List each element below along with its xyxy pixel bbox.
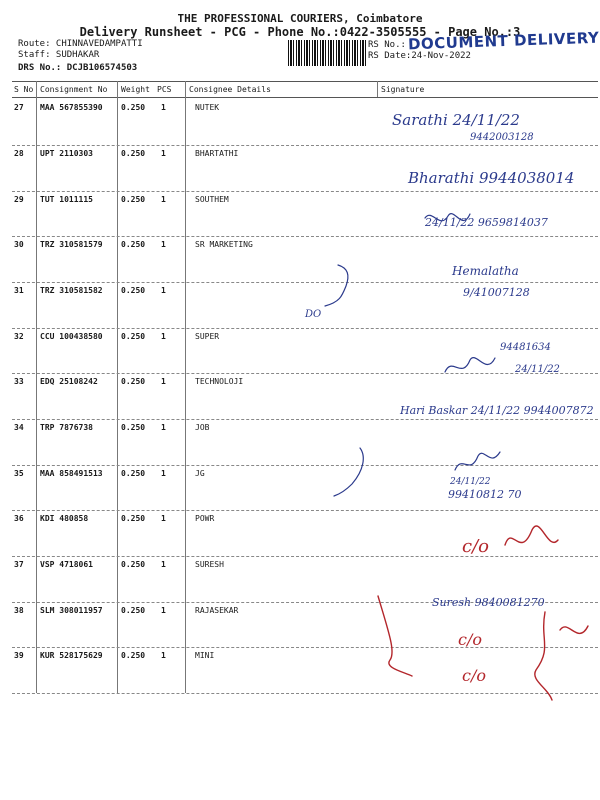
- barcode: [288, 40, 368, 66]
- row-sno: 38: [14, 606, 24, 615]
- row-consignee: JOB: [195, 423, 210, 432]
- row-pcs: 1: [161, 560, 166, 569]
- row-consignee: POWR: [195, 514, 215, 523]
- rs-number: RS No.:: [368, 40, 406, 50]
- row-consignment-no: TRZ 310581579: [40, 240, 103, 249]
- table-row: [0, 465, 600, 511]
- signature-27-phone: 9442003128: [470, 132, 534, 143]
- table-row: [0, 282, 600, 328]
- row-weight: 0.250: [121, 606, 146, 615]
- row-consignee: NUTEK: [195, 103, 220, 112]
- row-consignment-no: TRP 7876738: [40, 423, 93, 432]
- row-pcs: 1: [161, 240, 166, 249]
- row-pcs: 1: [161, 469, 166, 478]
- row-sno: 39: [14, 651, 24, 660]
- row-consignment-no: UPT 2110303: [40, 149, 93, 158]
- signature-31-mark: DO: [305, 309, 322, 320]
- row-sno: 29: [14, 195, 24, 204]
- signature-30: Hemalatha: [452, 264, 519, 278]
- row-consignee: BHARTATHI: [195, 149, 239, 158]
- signature-36: c/o: [462, 536, 489, 557]
- row-consignment-no: CCU 100438580: [40, 332, 103, 341]
- row-pcs: 1: [161, 286, 166, 295]
- row-consignment-no: KDI 480858: [40, 514, 89, 523]
- row-weight: 0.250: [121, 560, 146, 569]
- row-divider: [12, 693, 598, 694]
- row-consignment-no: MAA 567855390: [40, 103, 103, 112]
- row-pcs: 1: [161, 195, 166, 204]
- table-row: [0, 236, 600, 282]
- row-weight: 0.250: [121, 332, 146, 341]
- table-row: [0, 191, 600, 237]
- table-row: [0, 419, 600, 465]
- row-consignment-no: TUT 1011115: [40, 195, 93, 204]
- row-pcs: 1: [161, 514, 166, 523]
- company-title: THE PROFESSIONAL COURIERS, Coimbatore: [177, 12, 423, 25]
- signature-38-co: c/o: [458, 630, 482, 649]
- drs-number: DRS No.: DCJB106574503: [18, 63, 138, 73]
- row-weight: 0.250: [121, 240, 146, 249]
- row-consignment-no: KUR 528175629: [40, 651, 103, 660]
- signature-32-phone: 94481634: [500, 342, 551, 353]
- table-row: [0, 328, 600, 374]
- row-sno: 28: [14, 149, 24, 158]
- column-divider: [377, 81, 378, 97]
- row-consignment-no: VSP 4718061: [40, 560, 93, 569]
- row-weight: 0.250: [121, 514, 146, 523]
- col-header-consignee: Consignee Details: [189, 85, 271, 94]
- signature-28: Bharathi 9944038014: [408, 169, 575, 187]
- signature-33: Hari Baskar 24/11/22 9944007872: [400, 404, 594, 417]
- col-header-sno: S No: [14, 85, 34, 94]
- table-row: [0, 99, 600, 145]
- row-sno: 32: [14, 332, 24, 341]
- row-sno: 31: [14, 286, 24, 295]
- row-consignee: SUPER: [195, 332, 220, 341]
- row-consignee: SR MARKETING: [195, 240, 253, 249]
- signature-35-phone: 99410812 70: [448, 488, 522, 501]
- row-weight: 0.250: [121, 377, 146, 386]
- row-sno: 37: [14, 560, 24, 569]
- row-weight: 0.250: [121, 469, 146, 478]
- row-weight: 0.250: [121, 195, 146, 204]
- col-header-weight: Weight: [121, 85, 150, 94]
- table-row: [0, 556, 600, 602]
- staff-label: Staff: SUDHAKAR: [18, 50, 100, 60]
- signature-29: 24/11/22 9659814037: [425, 216, 548, 229]
- row-pcs: 1: [161, 149, 166, 158]
- row-consignee: SURESH: [195, 560, 224, 569]
- col-header-pcs: PCS: [157, 85, 172, 94]
- row-weight: 0.250: [121, 103, 146, 112]
- row-sno: 33: [14, 377, 24, 386]
- row-consignee: JG: [195, 469, 205, 478]
- row-sno: 34: [14, 423, 24, 432]
- signature-38: Suresh 9840081270: [432, 596, 545, 609]
- row-pcs: 1: [161, 651, 166, 660]
- row-pcs: 1: [161, 103, 166, 112]
- signature-32-date: 24/11/22: [515, 364, 560, 375]
- row-weight: 0.250: [121, 149, 146, 158]
- row-consignee: RAJASEKAR: [195, 606, 239, 615]
- col-header-signature: Signature: [381, 85, 425, 94]
- row-sno: 36: [14, 514, 24, 523]
- runsheet-subtitle: Delivery Runsheet - PCG - Phone No.:0422-3505555 - Page No.:3: [79, 25, 521, 39]
- route-label: Route: CHINNAVEDAMPATTI: [18, 39, 143, 49]
- row-consignment-no: TRZ 310581582: [40, 286, 103, 295]
- row-consignee: TECHNOLOJI: [195, 377, 244, 386]
- table-row: [0, 647, 600, 693]
- signature-31: 9/41007128: [463, 286, 530, 299]
- row-consignee: MINI: [195, 651, 215, 660]
- row-pcs: 1: [161, 606, 166, 615]
- row-weight: 0.250: [121, 423, 146, 432]
- table-row: [0, 602, 600, 648]
- row-consignment-no: MAA 858491513: [40, 469, 103, 478]
- document-delivery-stamp: DOCUMENT DELIVERY: [407, 28, 600, 54]
- row-pcs: 1: [161, 423, 166, 432]
- col-header-consignment: Consignment No: [40, 85, 108, 94]
- table-header-rule: [12, 97, 598, 98]
- signature-39: c/o: [462, 666, 486, 685]
- table-row: [0, 373, 600, 419]
- table-top-rule: [12, 81, 598, 82]
- rs-date: RS Date:24-Nov-2022: [368, 51, 471, 61]
- row-weight: 0.250: [121, 651, 146, 660]
- signature-27: Sarathi 24/11/22: [392, 111, 520, 129]
- row-pcs: 1: [161, 332, 166, 341]
- table-row: [0, 145, 600, 191]
- table-row: [0, 510, 600, 556]
- row-consignment-no: EDQ 25108242: [40, 377, 98, 386]
- row-sno: 35: [14, 469, 24, 478]
- signature-35-date: 24/11/22: [450, 477, 491, 487]
- row-consignee: SOUTHEM: [195, 195, 229, 204]
- row-pcs: 1: [161, 377, 166, 386]
- row-sno: 27: [14, 103, 24, 112]
- row-sno: 30: [14, 240, 24, 249]
- row-weight: 0.250: [121, 286, 146, 295]
- row-consignment-no: SLM 308011957: [40, 606, 103, 615]
